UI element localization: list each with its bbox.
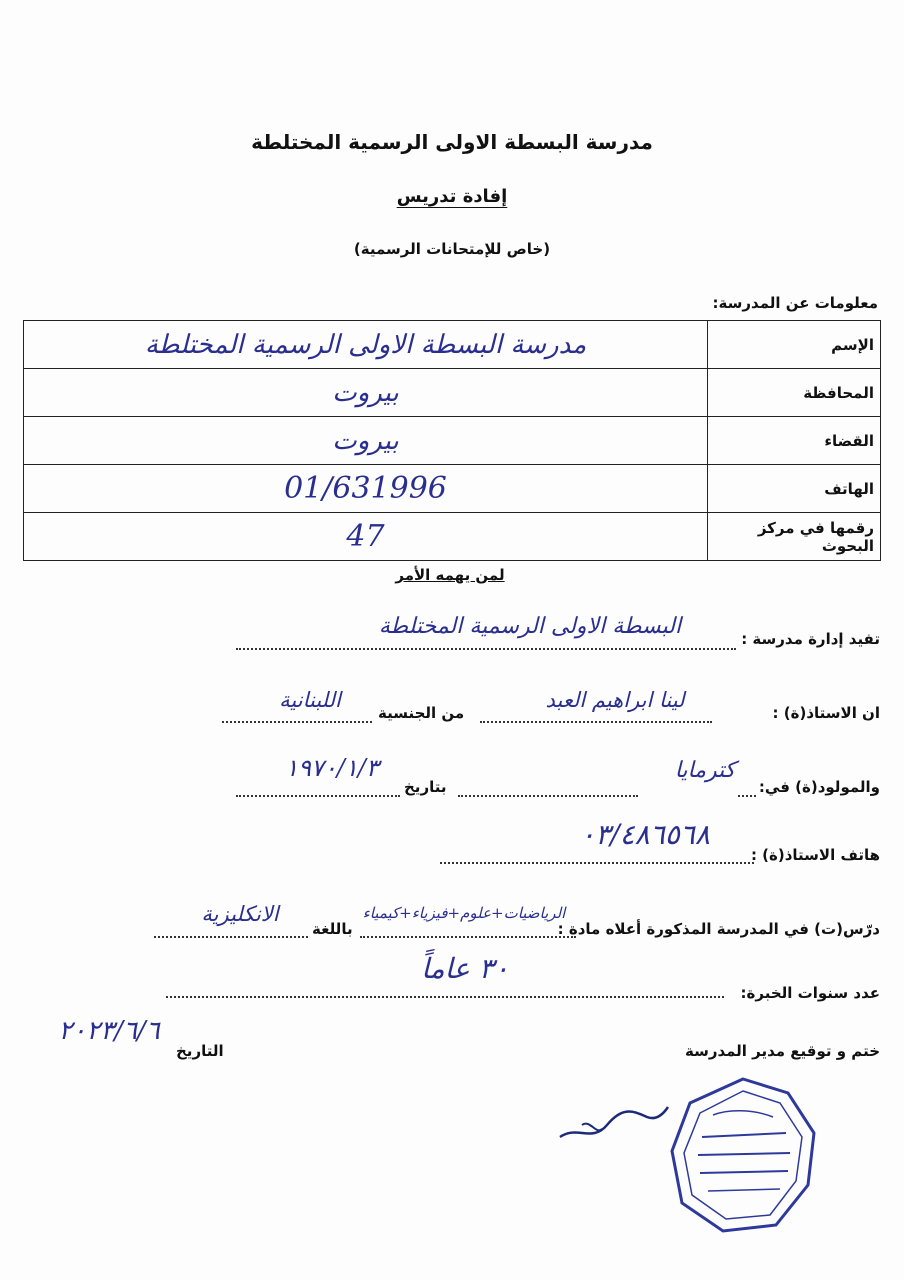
phone-value: ٠٣/٤٨٦٥٦٨: [580, 818, 710, 851]
taught-value: الرياضيات+علوم+فيزياء+كيمياء: [362, 904, 566, 922]
admin-dotted-line: [236, 648, 736, 650]
row-label-governorate: المحافظة: [708, 369, 881, 417]
taught-dotted-line: [360, 936, 576, 938]
row-label-phone: الهاتف: [708, 465, 881, 513]
nationality-dotted-line: [222, 721, 372, 723]
school-info-table: [23, 320, 881, 561]
born-dotted-line: [738, 795, 756, 797]
teacher-value: لينا ابراهيم العبد: [545, 688, 685, 712]
document-title: [0, 186, 904, 207]
born-place-dotted-line: [458, 795, 638, 797]
teacher-dotted-line: [480, 721, 712, 723]
document-subtitle: (خاص للإمتحانات الرسمية): [353, 240, 551, 258]
admin-label: تفيد إدارة مدرسة :: [741, 630, 880, 648]
table-row: [24, 465, 881, 513]
admin-value: البسطة الاولى الرسمية المختلطة: [378, 614, 682, 639]
row-label-research-number: رقمها في مركز البحوث: [708, 513, 881, 561]
school-name-title: مدرسة البسطة الاولى الرسمية المختلطة: [251, 130, 653, 154]
phone-label: هاتف الاستاذ(ة) :: [750, 846, 880, 864]
born-value: كترمايا: [674, 758, 736, 783]
row-label-district: القضاء: [708, 417, 881, 465]
row-value-phone: 01/631996: [24, 465, 708, 513]
row-value-research-number: 47: [24, 513, 708, 561]
school-stamp: [668, 1075, 818, 1235]
teacher-label: ان الاستاذ(ة) :: [772, 704, 880, 722]
taught-label: درّس(ت) في المدرسة المذكورة أعلاه مادة :: [557, 920, 880, 938]
row-value-governorate: بيروت: [24, 369, 708, 417]
born-label: والمولود(ة) في:: [758, 778, 880, 796]
language-label: باللغة: [312, 920, 353, 938]
table-row: [24, 369, 881, 417]
document-title-text: إفادة تدريس: [396, 186, 508, 207]
years-dotted-line: [166, 996, 724, 998]
signature-graphic: [552, 1095, 672, 1155]
years-label: عدد سنوات الخبرة:: [740, 984, 880, 1002]
school-info-heading: معلومات عن المدرسة:: [712, 294, 878, 312]
row-label-name: الإسم: [708, 321, 881, 369]
date-value: ١٩٧٠/١/٣: [285, 754, 379, 782]
table-row: [24, 513, 881, 561]
date-label: بتاريخ: [404, 778, 447, 796]
stamp-signature-label: ختم و توقيع مدير المدرسة: [684, 1042, 880, 1060]
nationality-value: اللبنانية: [279, 688, 341, 712]
language-dotted-line: [154, 936, 308, 938]
date-dotted-line: [236, 795, 400, 797]
footer-date-value: ٢٠٢٣/٦/٦: [58, 1016, 160, 1046]
row-value-district: بيروت: [24, 417, 708, 465]
nationality-label: من الجنسية: [378, 704, 465, 722]
to-whom-heading: لمن يهمه الأمر: [395, 566, 505, 584]
years-value: ٣٠ عاماً: [421, 952, 509, 985]
phone-dotted-line: [440, 862, 754, 864]
table-row: [24, 417, 881, 465]
language-value: الانكليزية: [201, 902, 279, 926]
row-value-name: مدرسة البسطة الاولى الرسمية المختلطة: [24, 321, 708, 369]
table-row: [24, 321, 881, 369]
footer-date-label: التاريخ: [176, 1042, 224, 1060]
